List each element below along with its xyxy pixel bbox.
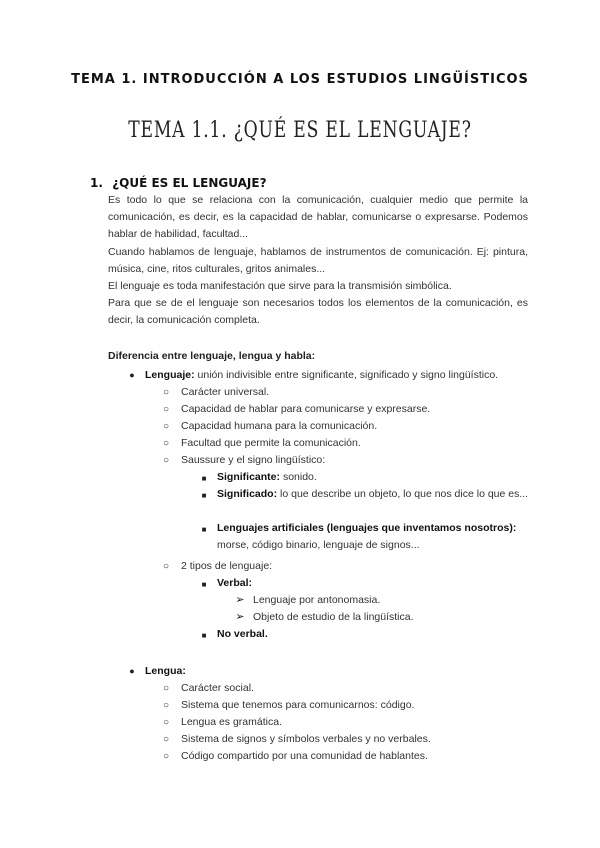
list-item-text: Código compartido por una comunidad de hablantes. [181,750,428,762]
section-number: 1. [90,176,103,190]
lengua-label: Lengua: [145,665,186,677]
list-item-text: Capacidad humana para la comunicación. [181,420,378,432]
artificiales-text: morse, código binario, lenguaje de signos... [217,539,420,551]
document-subtitle: TEMA 1.1. ¿QUÉ ES EL LENGUAJE? [128,118,472,143]
section-title: ¿QUÉ ES EL LENGUAJE? [112,176,267,190]
list-item-text: Facultad que permite la comunicación. [181,437,361,449]
list-item-lenguajes-artificiales [198,520,530,554]
square-bullet-icon: ■ [201,474,207,483]
list-item-text: Lenguaje por antonomasia. [253,594,381,606]
intro-paragraphs [108,192,528,330]
paragraph: Para que se de el lenguaje son necesarios todos los elementos de la comunicación, es decir, la comunicación completa. [108,297,528,327]
list-item-text: Saussure y el signo lingüístico: [181,454,326,466]
significante-label: Significante: [217,471,281,483]
circle-bullet-icon: ○ [162,438,170,449]
disc-bullet-icon: ● [129,666,135,676]
significado-label: Significado: [217,488,278,500]
verbal-label: Verbal: [217,577,253,589]
paragraph: El lenguaje es toda manifestación que sirve para la transmisión simbólica. [108,280,452,293]
significante-text: sonido. [282,471,317,483]
arrow-bullet-icon: ➢ [235,594,245,606]
list-item-text: Carácter universal. [181,386,270,398]
circle-bullet-icon: ○ [162,387,170,398]
document-title: TEMA 1. INTRODUCCIÓN A LOS ESTUDIOS LINGÜÍSTICOS [71,72,529,87]
circle-bullet-icon: ○ [162,683,170,694]
square-bullet-icon: ■ [201,580,207,589]
circle-bullet-icon: ○ [162,751,170,762]
list-item-text: Lengua es gramática. [181,716,282,728]
circle-bullet-icon: ○ [162,700,170,711]
list-item-text: Capacidad de hablar para comunicarse y expresarse. [181,403,431,415]
list-item-text: Carácter social. [181,682,254,694]
circle-bullet-icon: ○ [162,421,170,432]
circle-bullet-icon: ○ [162,717,170,728]
no-verbal-label: No verbal. [217,628,268,640]
difference-heading: Diferencia entre lenguaje, lengua y habla: [108,350,316,362]
paragraph: Es todo lo que se relaciona con la comunicación, cualquier medio que permite la comunicación, es decir, es la capacidad de hablar, comunicarse o expresarse. Podemos hablar de habilidad, facultad... [108,194,528,241]
list-item-text: Sistema que tenemos para comunicarnos: código. [181,699,415,711]
significado-text: lo que describe un objeto, lo que nos dice lo que es... [280,488,529,500]
circle-bullet-icon: ○ [162,455,170,466]
square-bullet-icon: ■ [201,631,207,640]
tipos-text: 2 tipos de lenguaje: [181,560,273,572]
circle-bullet-icon: ○ [162,404,170,415]
circle-bullet-icon: ○ [162,734,170,745]
lenguaje-desc: unión indivisible entre significante, significado y signo lingüístico. [197,369,499,381]
list-item-significado [198,486,530,520]
paragraph: Cuando hablamos de lenguaje, hablamos de instrumentos de comunicación. Ej: pintura, música, cine, ritos culturales, gritos animales... [108,245,528,275]
artificiales-label: Lenguajes artificiales (lenguajes que inventamos nosotros): [217,522,517,534]
square-bullet-icon: ■ [201,525,207,534]
list-item-text: Sistema de signos y símbolos verbales y no verbales. [181,733,431,745]
list-item-text: Objeto de estudio de la lingüística. [253,611,414,623]
lenguaje-label: Lenguaje: [145,369,195,381]
square-bullet-icon: ■ [201,491,207,500]
arrow-bullet-icon: ➢ [235,611,245,623]
disc-bullet-icon: ● [129,370,135,380]
circle-bullet-icon: ○ [162,561,170,572]
section-heading [90,176,267,190]
